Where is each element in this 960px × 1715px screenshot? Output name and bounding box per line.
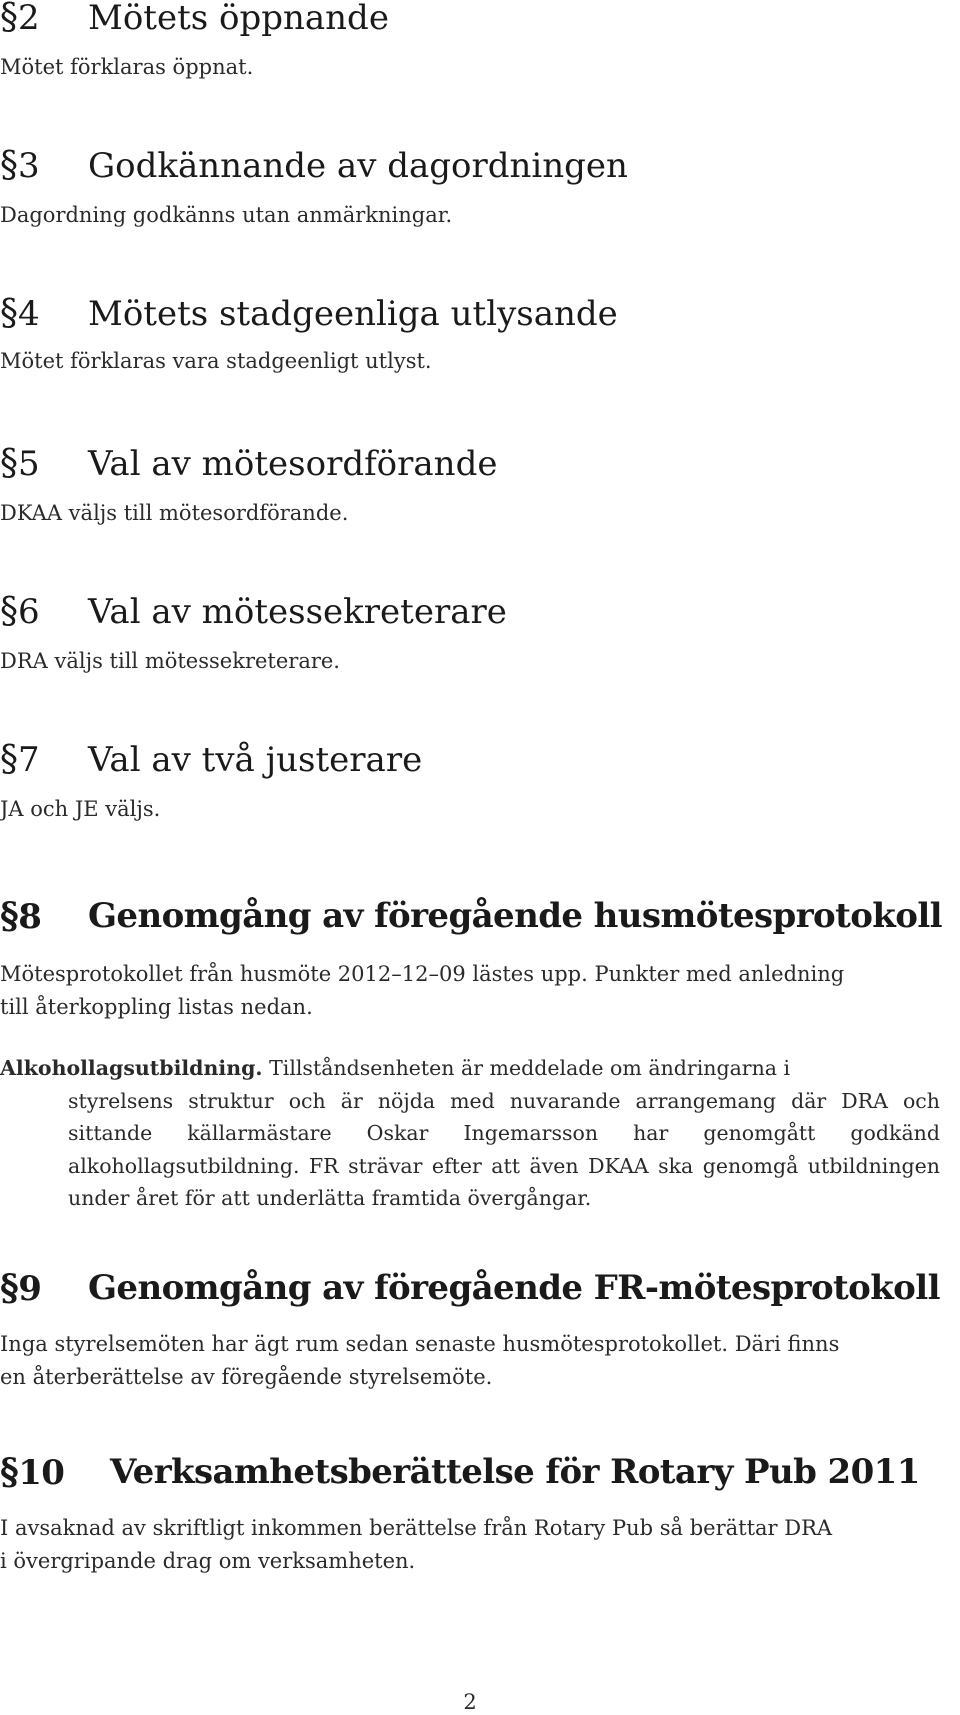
section-8 xyxy=(0,896,950,1024)
section-body: DRA väljs till mötessekreterare. xyxy=(0,649,340,673)
section-body xyxy=(0,1328,950,1394)
section-number: §2 xyxy=(0,0,40,38)
item-continuation: styrelsens struktur och är nöjda med nuvarande arrangemang där DRA och sittande källarmästare Oskar Ingemarsson har genomgått godkänd alkohollagsutbildning. FR strävar efter att även DKAA ska genomgå utbildningen under året för att underlätta framtida övergångar. xyxy=(68,1088,940,1210)
section-number: §3 xyxy=(0,145,40,186)
section-body: Dagordning godkänns utan anmärkningar. xyxy=(0,203,453,227)
section-number: §5 xyxy=(0,443,40,484)
section-number: §4 xyxy=(0,293,40,334)
item-alkohollagsutbildning xyxy=(0,1052,940,1215)
section-number: §10 xyxy=(0,1451,65,1493)
section-10 xyxy=(0,1452,950,1578)
section-4 xyxy=(0,294,950,378)
body-line: I avsaknad av skriftligt inkommen berättelse från Rotary Pub så berättar DRA xyxy=(0,1516,833,1540)
body-line: i övergripande drag om verksamheten. xyxy=(0,1549,416,1573)
section-number: §8 xyxy=(0,895,42,937)
item-first-line-text: Tillståndsenheten är meddelade om ändringarna i xyxy=(262,1056,791,1080)
section-9 xyxy=(0,1268,950,1394)
section-title: Val av två justerare xyxy=(88,740,423,780)
section-body xyxy=(0,1512,950,1578)
section-title: Verksamhetsberättelse för Rotary Pub 2011 xyxy=(110,1452,920,1492)
section-heading xyxy=(0,294,950,334)
section-2 xyxy=(0,0,950,84)
section-title: Godkännande av dagordningen xyxy=(88,146,628,186)
section-number: §9 xyxy=(0,1267,42,1309)
section-body: Mötet förklaras öppnat. xyxy=(0,55,254,79)
section-heading xyxy=(0,444,950,484)
section-6 xyxy=(0,592,950,678)
section-7 xyxy=(0,740,950,826)
section-title: Genomgång av föregående husmötesprotokoll xyxy=(88,896,942,936)
body-line: Inga styrelsemöten har ägt rum sedan senaste husmötesprotokollet. Däri finns xyxy=(0,1332,840,1356)
section-number: §7 xyxy=(0,739,40,780)
item-lead: Alkohollagsutbildning. xyxy=(0,1056,263,1080)
section-body: DKAA väljs till mötesordförande. xyxy=(0,501,349,525)
section-body xyxy=(0,958,950,1024)
item-first-line xyxy=(0,1052,940,1085)
section-body: JA och JE väljs. xyxy=(0,797,161,821)
section-heading xyxy=(0,0,950,38)
section-title: Val av mötesordförande xyxy=(88,444,498,484)
section-5 xyxy=(0,444,950,530)
section-title: Val av mötessekreterare xyxy=(88,592,507,632)
section-heading xyxy=(0,146,950,186)
section-number: §6 xyxy=(0,591,40,632)
section-title: Mötets öppnande xyxy=(88,0,389,38)
page-number: 2 xyxy=(463,1690,477,1714)
section-heading xyxy=(0,1268,950,1308)
section-title: Mötets stadgeenliga utlysande xyxy=(88,294,618,334)
section-body: Mötet förklaras vara stadgeenligt utlyst. xyxy=(0,349,432,373)
section-heading xyxy=(0,740,950,780)
section-title: Genomgång av föregående FR-mötesprotokoll xyxy=(88,1268,940,1308)
section-heading xyxy=(0,896,950,936)
section-3 xyxy=(0,146,950,232)
body-line: Mötesprotokollet från husmöte 2012–12–09 lästes upp. Punkter med anledning xyxy=(0,962,845,986)
section-heading xyxy=(0,1452,950,1492)
section-heading xyxy=(0,592,950,632)
body-line: till återkoppling listas nedan. xyxy=(0,995,313,1019)
body-line: en återberättelse av föregående styrelsemöte. xyxy=(0,1365,493,1389)
